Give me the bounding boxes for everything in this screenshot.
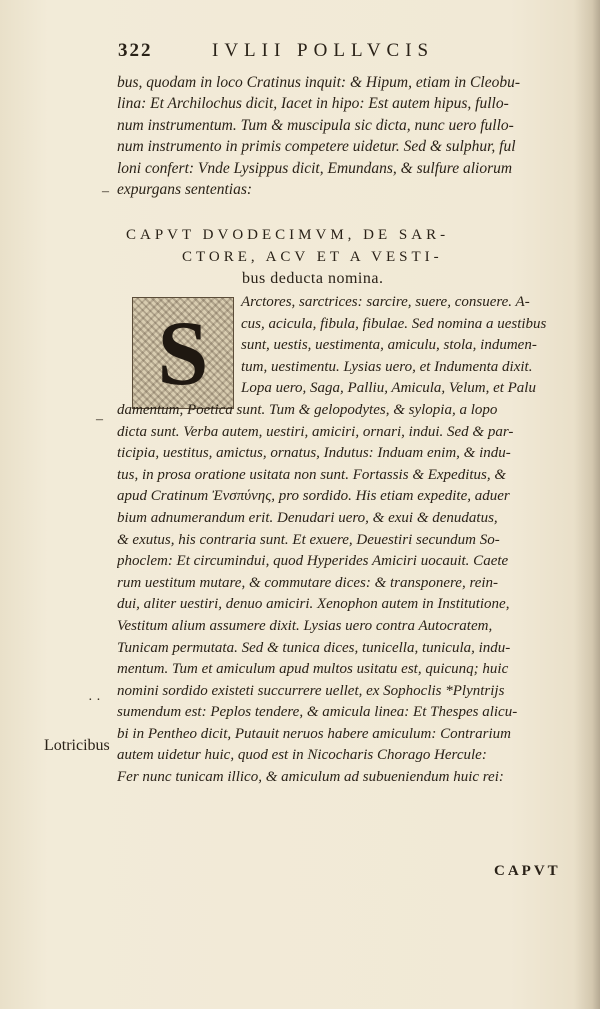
text-line: mentum. Tum et amiculum apud multos usitatu est, quicunq; huic [117, 661, 509, 678]
text-line: nomini sordido existeti succurrere uellet, ex Sophoclis *Plyntrijs [117, 682, 505, 699]
text-line: rum uestitum mutare, & commutare dices: & transponere, rein- [117, 574, 499, 591]
text-line: damentum, Poetica sunt. Tum & gelopodytes, & sylopia, a lopo [117, 401, 498, 418]
text-line: lina: Et Archilochus dicit, Iacet in hipo: Est autem hipus, fullo- [117, 95, 509, 113]
text-line: sumendum est: Peplos tendere, & amicula linea: Et Thespes alicu- [117, 704, 518, 721]
opening-text-block [117, 72, 590, 200]
text-line: apud Cratinum Ἐνσπύνης, pro sordido. His etiam expedite, aduer [117, 488, 510, 505]
text-line: Vestitum alium assumere dixit. Lysias uero contra Autocratem, [117, 617, 493, 634]
initial-letter: S [157, 302, 209, 404]
catchword: CAPVT [494, 863, 561, 879]
text-line: Fer nunc tunicam illico, & amiculum ad subueniendum huic rei: [117, 769, 504, 786]
text-line: tus, in prosa oratione usitata non sunt. Fortassis & Expeditus, & [117, 466, 507, 483]
chapter-heading-line: CTORE, ACV ET A VESTI- [182, 249, 443, 265]
margin-mark: – [102, 184, 109, 199]
text-line: tum, uestimentu. Lysias uero, et Indumenta dixit. [241, 358, 533, 375]
running-header [118, 40, 538, 66]
text-line: sunt, uestis, uestimenta, amiculu, stola, indumen- [241, 337, 537, 354]
text-line: num instrumento in primis competere uidetur. Sed & sulphur, ful [117, 138, 516, 156]
text-line: num instrumentum. Tum & muscipula sic dicta, nunc uero fullo- [117, 116, 514, 134]
chapter-text-block [117, 292, 595, 789]
text-line: expurgans sententias: [117, 180, 253, 198]
text-line: autem uidetur huic, quod est in Nicocharis Chorago Hercule: [117, 747, 487, 764]
text-line: Tunicam permutata. Sed & tunica dices, tunicella, tunicula, indu- [117, 639, 511, 656]
text-line: loni confert: Vnde Lysippus dicit, Emundans, & sulfure aliorum [117, 159, 513, 177]
text-line: Lopa uero, Saga, Palliu, Amicula, Velum, et Palu [241, 380, 536, 397]
text-line: bi in Pentheo dicit, Putauit neruos habere amiculum: Contrarium [117, 725, 511, 742]
text-line: dicta sunt. Verba autem, uestiri, amiciri, ornari, indui. Sed & par- [117, 423, 514, 440]
margin-mark: · · [88, 693, 101, 708]
chapter-heading-line: CAPVT DVODECIMVM, DE SAR- [126, 227, 450, 243]
margin-mark: – [96, 412, 103, 427]
text-line: dui, aliter uestiri, denuo amiciri. Xenophon autem in Institutione, [117, 596, 510, 613]
chapter-heading [126, 224, 596, 290]
text-line: bus, quodam in loco Cratinus inquit: & Hipum, etiam in Cleobu- [117, 74, 520, 91]
text-line: cus, acicula, fibula, fibulae. Sed nomina a uestibus [241, 315, 547, 332]
running-title: IVLII POLLVCIS [212, 40, 435, 61]
page-number: 322 [118, 40, 153, 61]
chapter-subtitle: bus deducta nomina. [242, 270, 384, 287]
text-line: & exutus, his contraria sunt. Et exuere, Deuestiri secundum So- [117, 531, 500, 548]
text-line: ticipia, uestitus, amictus, ornatus, Indutus: Induam enim, & indu- [117, 445, 511, 462]
text-line: Arctores, sarctrices: sarcire, suere, consuere. A- [241, 294, 530, 310]
margin-note: Lotricibus [44, 737, 110, 754]
text-line: bium adnumerandum erit. Denudari uero, & exui & denudatus, [117, 509, 498, 526]
text-line: phoclem: Et circumindui, quod Hyperides Amiciri uocauit. Caete [117, 553, 509, 570]
